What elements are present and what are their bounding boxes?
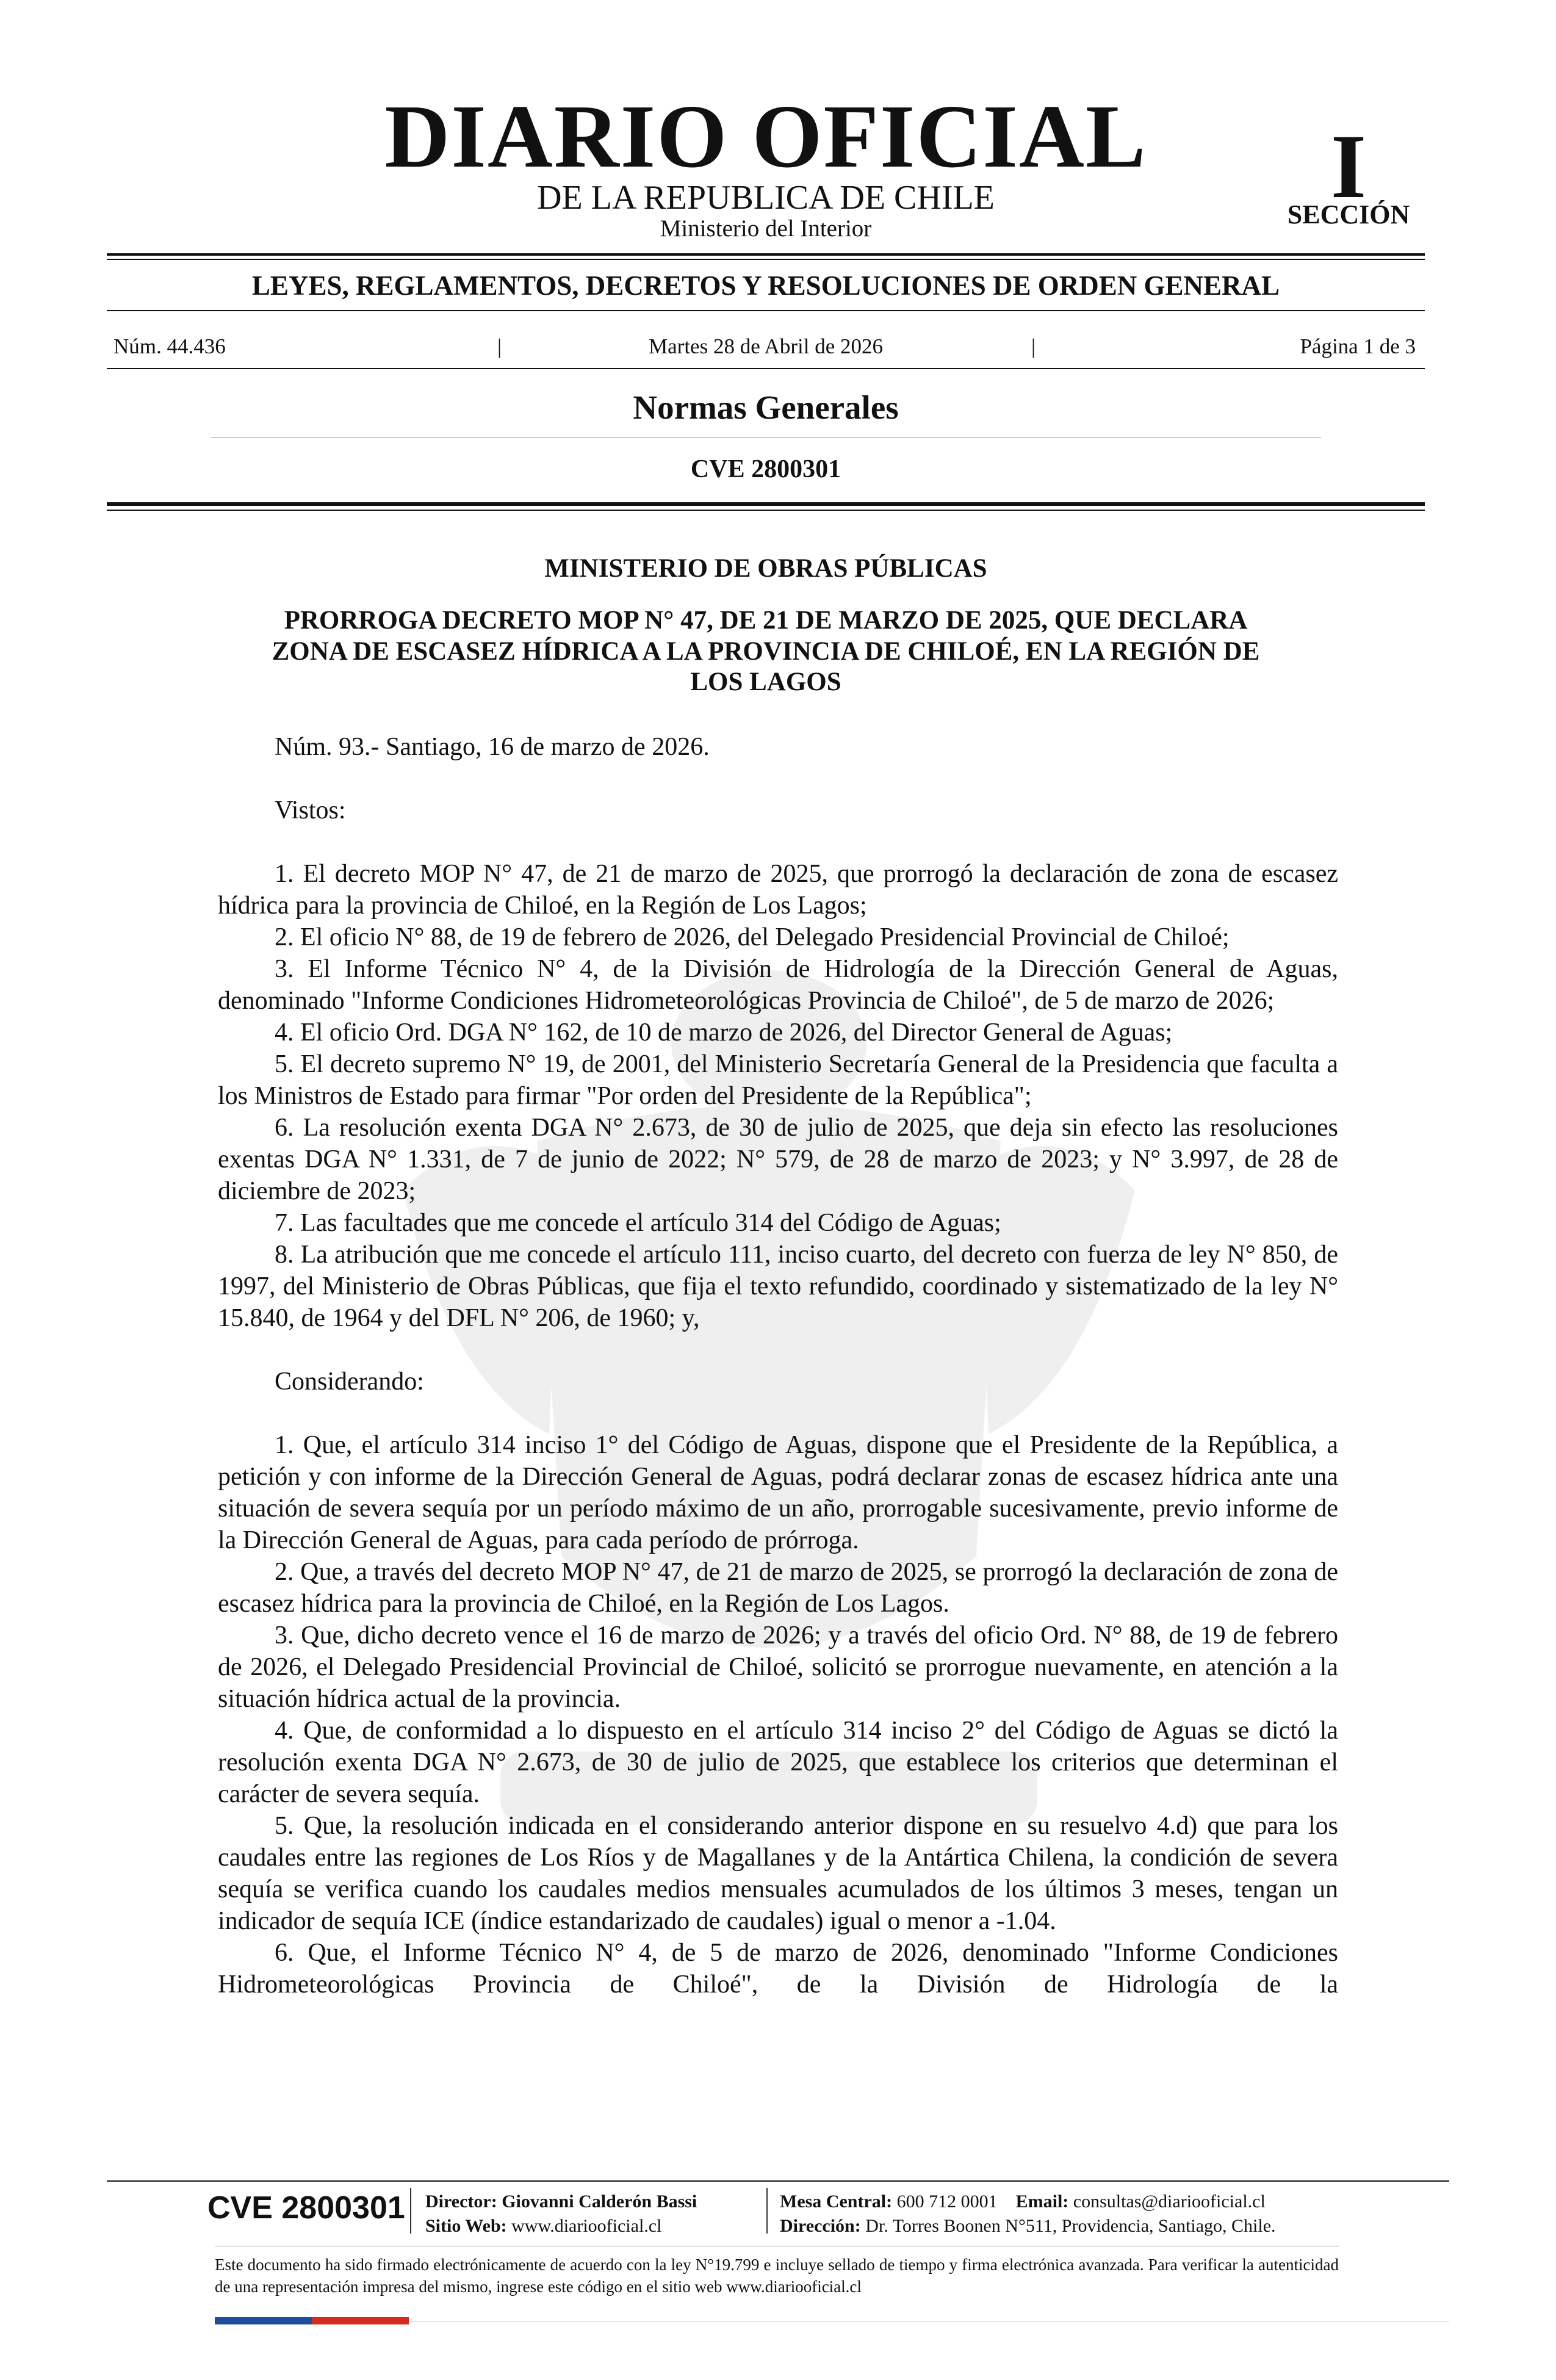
website-link[interactable]: www.diariooficial.cl <box>511 2216 662 2236</box>
address-label: Dirección: <box>780 2216 861 2236</box>
vistos-heading: Vistos: <box>275 796 346 824</box>
decree-title <box>201 605 1330 698</box>
issue-separator-right: | <box>1031 334 1036 358</box>
considerando-item: 1. Que, el artículo 314 inciso 1° del Código de Aguas, dispone que el Presidente de la República, a petición y con informe de la Dirección General de Aguas, podrá declarar zonas de escasez hídrica ante una situación de severa sequía por un período máximo de un año, prorrogable sucesivamente, previo informe de la Dirección General de Aguas, para cada período de prórroga. <box>218 1431 1338 1554</box>
issue-page: Página 1 de 3 <box>1300 334 1416 358</box>
issue-separator-left: | <box>497 334 502 358</box>
vistos-item: 1. El decreto MOP N° 47, de 21 de marzo de 2025, que prorrogó la declaración de zona de escasez hídrica para la provincia de Chiloé, en la Región de Los Lagos; <box>218 860 1338 920</box>
footer-signature-note: Este documento ha sido firmado electrónicamente de acuerdo con la ley N°19.799 e incluye sellado de tiempo y firma electrónica avanzada. Para verificar la autenticidad de una representación impresa del mismo, ingrese este código en el sitio web www.diariooficial.cl <box>215 2256 1339 2296</box>
masthead-title: DIARIO OFICIAL <box>384 87 1147 187</box>
footer-director-block <box>425 2190 697 2238</box>
considerando-item: 2. Que, a través del decreto MOP N° 47, de 21 de marzo de 2025, se prorrogó la declaración de zona de escasez hídrica para la provincia de Chiloé, en la Región de Los Lagos. <box>218 1558 1338 1618</box>
banner-rule-bottom <box>107 310 1425 311</box>
section-rule <box>211 437 1321 438</box>
footer-contact-block <box>780 2190 1276 2238</box>
header-rule-thick <box>107 502 1425 506</box>
considerando-item: 4. Que, de conformidad a lo dispuesto en el artículo 314 inciso 2° del Código de Aguas se dictó la resolución exenta DGA N° 2.673, de 30 de julio de 2025, que establece los criterios que determinan el carácter de severa sequía. <box>218 1717 1338 1808</box>
considerando-item: 3. Que, dicho decreto vence el 16 de marzo de 2026; y a través del oficio Ord. N° 88, de 19 de febrero de 2026, el Delegado Presidencial Provincial de Chiloé, solicitó se prorrogue nuevamente, en atención a la situación hídrica actual de la provincia. <box>218 1621 1338 1713</box>
cve-code: CVE 2800301 <box>690 455 841 483</box>
director-label: Director: <box>425 2191 497 2212</box>
email-label: Email: <box>1015 2191 1069 2212</box>
document-body <box>218 731 1338 2000</box>
phone-number: 600 712 0001 <box>896 2191 998 2212</box>
flag-stripe <box>215 2317 409 2324</box>
vistos-item: 5. El decreto supremo N° 19, de 2001, del Ministerio Secretaría General de la Presidencia que faculta a los Ministros de Estado para firmar "Por orden del Presidente de la República"; <box>218 1050 1338 1110</box>
vistos-item: 6. La resolución exenta DGA N° 2.673, de 30 de julio de 2025, que deja sin efecto las resoluciones exentas DGA N° 1.331, de 7 de junio de 2022; N° 579, de 28 de marzo de 2023; y N° 3.997, de 28 de diciembre de 2023; <box>218 1114 1338 1205</box>
section-title: Normas Generales <box>633 389 899 426</box>
header-rule-thin <box>107 510 1425 511</box>
phone-label: Mesa Central: <box>780 2191 893 2212</box>
banner-title: LEYES, REGLAMENTOS, DECRETOS Y RESOLUCIONES DE ORDEN GENERAL <box>251 270 1280 301</box>
website-label: Sitio Web: <box>425 2216 507 2236</box>
issue-date: Martes 28 de Abril de 2026 <box>649 334 883 358</box>
issue-rule <box>107 368 1425 369</box>
director-name: Giovanni Calderón Bassi <box>502 2191 697 2212</box>
section-label: SECCIÓN <box>1287 200 1410 229</box>
banner-rule-top-thin <box>107 259 1425 260</box>
vistos-item: 7. Las facultades que me concede el artículo 314 del Código de Aguas; <box>275 1209 1001 1237</box>
decree-number-line: Núm. 93.- Santiago, 16 de marzo de 2026. <box>275 733 710 761</box>
email-link[interactable]: consultas@diariooficial.cl <box>1073 2191 1266 2212</box>
issue-number: Núm. 44.436 <box>113 334 226 358</box>
footer-rule <box>107 2180 1449 2182</box>
decree-title-line: ZONA DE ESCASEZ HÍDRICA A LA PROVINCIA DE CHILOÉ, EN LA REGIÓN DE <box>272 636 1260 666</box>
masthead-subtitle: DE LA REPUBLICA DE CHILE <box>537 179 995 217</box>
banner-rule-top <box>107 253 1425 256</box>
vistos-item: 3. El Informe Técnico N° 4, de la División de Hidrología de la Dirección General de Aguas, denominado "Informe Condiciones Hidrometeorológicas Provincia de Chiloé", de 5 de marzo de 2026; <box>218 955 1338 1015</box>
address-text: Dr. Torres Boonen N°511, Providencia, Santiago, Chile. <box>865 2216 1276 2236</box>
footer-divider <box>766 2188 768 2234</box>
considerando-heading: Considerando: <box>275 1368 424 1396</box>
section-number: I <box>1330 116 1367 217</box>
document-ministry: MINISTERIO DE OBRAS PÚBLICAS <box>544 554 987 583</box>
footer-divider <box>410 2188 411 2234</box>
considerando-item: 6. Que, el Informe Técnico N° 4, de 5 de marzo de 2026, denominado "Informe Condiciones Hidrometeorológicas Provincia de Chiloé", de la División de Hidrología de la <box>218 1939 1338 1999</box>
masthead-ministry: Ministerio del Interior <box>660 215 872 242</box>
considerando-item: 5. Que, la resolución indicada en el considerando anterior dispone en su resuelvo 4.d) que para los caudales entre las regiones de Los Ríos y de Magallanes y de la Antártica Chilena, la condición de severa sequía se verifica cuando los caudales medios mensuales acumulados de los últimos 3 meses, tengan un indicador de sequía ICE (índice estandarizado de caudales) igual o menor a -1.04. <box>218 1812 1338 1935</box>
vistos-item: 4. El oficio Ord. DGA N° 162, de 10 de marzo de 2026, del Director General de Aguas; <box>275 1019 1173 1047</box>
footer-cve-code: CVE 2800301 <box>207 2190 405 2226</box>
flag-stripe-blue <box>215 2317 312 2324</box>
vistos-item: 2. El oficio N° 88, de 19 de febrero de 2026, del Delegado Presidencial Provincial de Chiloé; <box>275 923 1230 951</box>
flag-stripe-red <box>312 2317 409 2324</box>
decree-title-line: PRORROGA DECRETO MOP N° 47, DE 21 DE MARZO DE 2025, QUE DECLARA <box>284 606 1248 635</box>
decree-title-line: LOS LAGOS <box>690 668 841 697</box>
vistos-item: 8. La atribución que me concede el artículo 111, inciso cuarto, del decreto con fuerza de ley N° 850, de 1997, del Ministerio de Obras Públicas, que fija el texto refundido, coordinado y sistematizado de la ley N° 15.840, de 1964 y del DFL N° 206, de 1960; y, <box>218 1241 1338 1332</box>
